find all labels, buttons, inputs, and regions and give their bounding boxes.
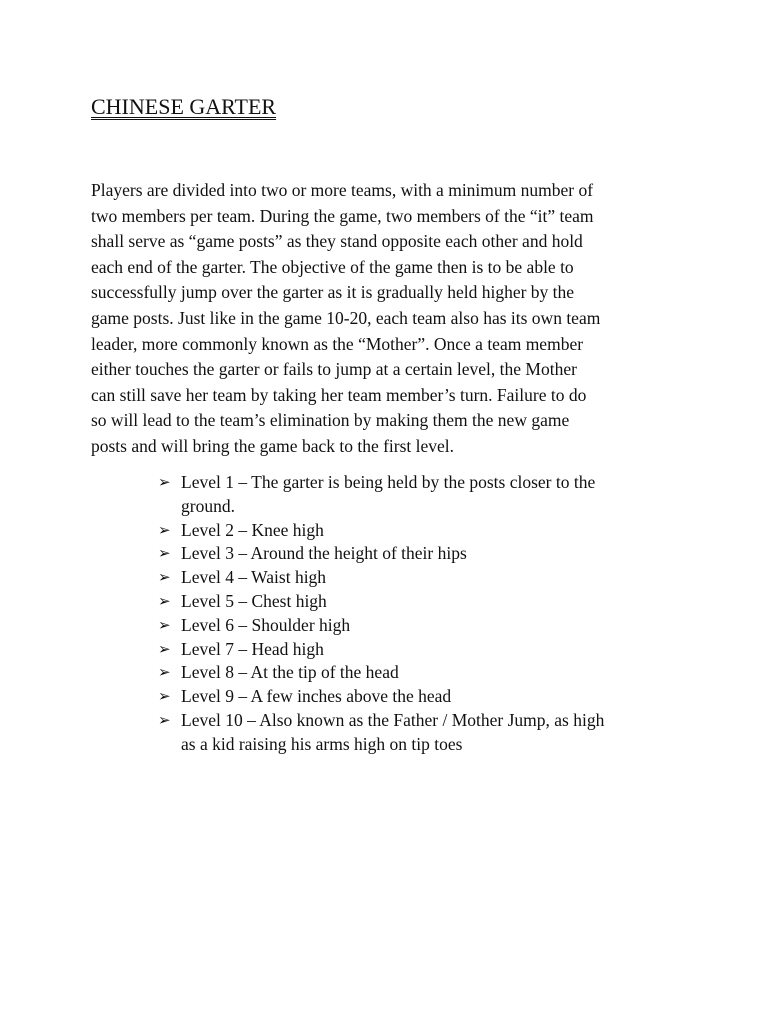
- arrowhead-bullet-icon: ➢: [158, 710, 171, 729]
- level-text-line: as a kid raising his arms high on tip toes: [181, 733, 463, 754]
- level-list-item: [158, 638, 698, 662]
- arrowhead-bullet-icon: ➢: [158, 663, 171, 682]
- document-title: CHINESE GARTER: [91, 94, 277, 119]
- paragraph-line: can still save her team by taking her team member’s turn. Failure to do: [91, 384, 587, 405]
- level-text-line: Level 9 – A few inches above the head: [181, 686, 452, 707]
- level-list-item: [158, 590, 698, 614]
- level-list-item: [158, 709, 698, 757]
- level-text-line: Level 8 – At the tip of the head: [181, 662, 399, 683]
- level-text-line: Level 10 – Also known as the Father / Mother Jump, as high: [181, 709, 605, 730]
- level-text-line: Level 1 – The garter is being held by the posts closer to the: [181, 472, 596, 492]
- level-list-item: [158, 661, 698, 685]
- level-list-item: [158, 685, 698, 709]
- level-list-item: [158, 566, 698, 590]
- paragraph-line: two members per team. During the game, two members of the “it” team: [91, 205, 594, 226]
- arrowhead-bullet-icon: ➢: [158, 568, 171, 587]
- level-text-line: ground.: [181, 495, 235, 516]
- paragraph-line: either touches the garter or fails to jump at a certain level, the Mother: [91, 359, 577, 380]
- level-text-line: Level 4 – Waist high: [181, 567, 327, 588]
- paragraph-line: game posts. Just like in the game 10-20, each team also has its own team: [91, 307, 601, 328]
- paragraph-line: shall serve as “game posts” as they stand opposite each other and hold: [91, 231, 583, 252]
- level-text-line: Level 6 – Shoulder high: [181, 614, 351, 635]
- arrowhead-bullet-icon: ➢: [158, 639, 171, 658]
- level-list-item: [158, 519, 698, 543]
- arrowhead-bullet-icon: ➢: [158, 473, 171, 491]
- levels-list: [158, 471, 698, 757]
- level-text-line: Level 5 – Chest high: [181, 590, 327, 611]
- paragraph-line: successfully jump over the garter as it is gradually held higher by the: [91, 282, 575, 303]
- level-list-item: [158, 471, 698, 519]
- level-text-line: Level 3 – Around the height of their hips: [181, 543, 467, 564]
- level-text-line: Level 2 – Knee high: [181, 519, 324, 540]
- level-text-line: Level 7 – Head high: [181, 638, 324, 659]
- intro-paragraph: [91, 178, 691, 460]
- arrowhead-bullet-icon: ➢: [158, 615, 171, 634]
- arrowhead-bullet-icon: ➢: [158, 520, 171, 539]
- level-list-item: [158, 614, 698, 638]
- arrowhead-bullet-icon: ➢: [158, 687, 171, 706]
- arrowhead-bullet-icon: ➢: [158, 591, 171, 610]
- paragraph-line: each end of the garter. The objective of the game then is to be able to: [91, 256, 574, 277]
- level-list-item: [158, 542, 698, 566]
- paragraph-line: posts and will bring the game back to the first level.: [91, 435, 455, 456]
- paragraph-line: leader, more commonly known as the “Mother”. Once a team member: [91, 333, 584, 354]
- arrowhead-bullet-icon: ➢: [158, 544, 171, 563]
- paragraph-line: so will lead to the team’s elimination by making them the new game: [91, 410, 570, 431]
- paragraph-line: Players are divided into two or more teams, with a minimum number of: [91, 180, 594, 200]
